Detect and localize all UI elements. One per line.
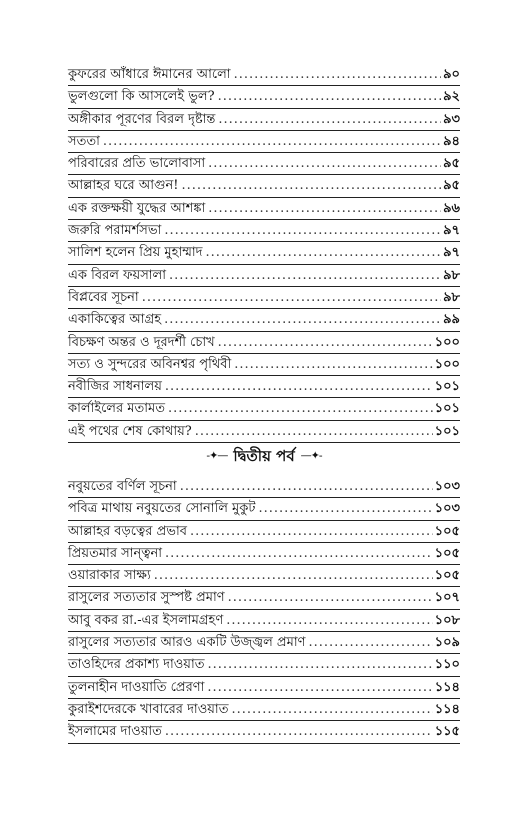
toc-entry-title: কুফরের আঁধারে ঈমানের আলো bbox=[68, 67, 231, 82]
dot-leader bbox=[234, 64, 442, 86]
toc-entry-title: আবু বকর রা.-এর ইসলামগ্রহণ bbox=[68, 612, 224, 628]
toc-entry-title: অঙ্গীকার পূরণের বিরল দৃষ্টান্ত bbox=[68, 111, 216, 127]
toc-entry-page: ৯০ bbox=[443, 67, 460, 82]
toc-entry-title: তাওহিদের প্রকাশ্য দাওয়াত bbox=[68, 657, 205, 673]
dot-leader bbox=[165, 376, 433, 398]
toc-entry-title: আল্লাহর বড়ত্বের প্রভাব bbox=[68, 523, 187, 539]
dot-leader bbox=[182, 175, 442, 197]
dot-leader bbox=[218, 109, 441, 131]
toc-entry bbox=[68, 175, 460, 197]
toc-entry bbox=[68, 198, 460, 220]
toc-entry-title: তুলনাহীন দাওয়াতি প্রেরণা bbox=[68, 679, 205, 695]
toc-entry-title: সততা bbox=[68, 133, 100, 149]
toc-entry bbox=[68, 632, 460, 654]
toc-entry-title: ভুলগুলো কি আসলেই ভুল? bbox=[68, 89, 215, 105]
toc-section-one bbox=[68, 64, 460, 443]
toc-entry-title: নবীজির সাধনালয় bbox=[68, 379, 162, 395]
dot-leader bbox=[168, 398, 433, 420]
dot-leader bbox=[154, 565, 433, 587]
toc-entry-page: ৯৭ bbox=[443, 245, 460, 261]
toc-entry-title: প্রিয়তমার সান্ত্বনা bbox=[68, 545, 162, 561]
toc-entry-page: ১০৮ bbox=[434, 612, 460, 628]
toc-entry bbox=[68, 498, 460, 520]
toc-entry-title: বিপ্লবের সূচনা bbox=[68, 289, 139, 305]
toc-entry bbox=[68, 587, 460, 609]
dot-leader bbox=[165, 721, 433, 743]
dot-leader bbox=[180, 476, 433, 498]
dot-leader bbox=[208, 654, 433, 676]
toc-entry-page: ১০০ bbox=[434, 334, 460, 350]
toc-entry bbox=[68, 287, 460, 309]
toc-entry-page: ১০১ bbox=[434, 401, 460, 417]
toc-entry bbox=[68, 242, 460, 264]
toc-entry-title: এক রক্তক্ষয়ী যুদ্ধের আশঙ্কা bbox=[68, 200, 206, 216]
ornament-right-icon: —✦- bbox=[300, 449, 322, 462]
toc-entry-page: ১১৪ bbox=[434, 701, 460, 717]
toc-entry-page: ১০১ bbox=[434, 379, 460, 395]
ornament-left-icon: -✦— bbox=[206, 449, 228, 462]
toc-entry-title: রাসুলের সত্যতার আরও একটি উজ্জ্বল প্রমাণ bbox=[68, 635, 306, 651]
toc-entry bbox=[68, 721, 460, 743]
toc-entry bbox=[68, 699, 460, 721]
dot-leader bbox=[164, 220, 441, 242]
toc-entry-title: নবুয়তের বর্ণিল সূচনা bbox=[68, 479, 177, 494]
dot-leader bbox=[142, 287, 441, 309]
toc-entry-title: এই পথের শেষ কোথায়? bbox=[68, 423, 192, 439]
toc-entry-title: জরুরি পরামর্শসভা bbox=[68, 223, 162, 239]
toc-entry-title: কার্লাইলের মতামত bbox=[68, 401, 165, 417]
toc-entry bbox=[68, 654, 460, 676]
dot-leader bbox=[208, 153, 441, 175]
dot-leader bbox=[195, 421, 433, 443]
toc-entry-title: কুরাইশদেরকে খাবারের দাওয়াত bbox=[68, 701, 229, 717]
toc-entry-page: ১০৭ bbox=[434, 590, 460, 606]
toc-entry-page: ১০১ bbox=[434, 423, 460, 439]
toc-entry-page: ১০৫ bbox=[434, 545, 460, 561]
toc-entry-page: ৯৪ bbox=[443, 133, 460, 149]
toc-entry bbox=[68, 476, 460, 498]
dot-leader bbox=[165, 543, 433, 565]
dot-leader bbox=[206, 242, 442, 264]
section-heading-text: দ্বিতীয় পর্ব bbox=[233, 447, 295, 465]
toc-entry-page: ৯৯ bbox=[443, 312, 460, 328]
toc-entry-page: ৯২ bbox=[443, 89, 460, 105]
toc-entry-title: এক বিরল ফয়সালা bbox=[68, 267, 167, 283]
toc-entry-title: পরিবারের প্রতি ভালোবাসা bbox=[68, 156, 206, 172]
toc-entry bbox=[68, 610, 460, 632]
toc-section-two bbox=[68, 476, 460, 744]
toc-entry-page: ১০৫ bbox=[434, 568, 460, 584]
toc-entry-page: ৯৬ bbox=[443, 200, 460, 216]
toc-entry-page: ১১৪ bbox=[434, 679, 460, 695]
toc-entry bbox=[68, 354, 460, 376]
toc-entry bbox=[68, 376, 460, 398]
toc-entry-page: ৯৭ bbox=[443, 223, 460, 239]
toc-entry-title: সালিশ হলেন প্রিয় মুহাম্মাদ bbox=[68, 245, 203, 261]
toc-entry bbox=[68, 565, 460, 587]
toc-entry bbox=[68, 309, 460, 331]
toc-entry-title: রাসুলের সত্যতার সুস্পষ্ট প্রমাণ bbox=[68, 590, 225, 606]
toc-entry bbox=[68, 521, 460, 543]
toc-entry-page: ৯৫ bbox=[443, 156, 460, 172]
toc-entry bbox=[68, 131, 460, 153]
toc-entry-title: পবিত্র মাথায় নবুয়তের সোনালি মুকুট bbox=[68, 501, 256, 517]
toc-entry-title: সত্য ও সুন্দরের অবিনশ্বর পৃথিবী bbox=[68, 356, 232, 372]
dot-leader bbox=[231, 699, 432, 721]
dot-leader bbox=[208, 198, 441, 220]
toc-entry-page: ১০৩ bbox=[434, 479, 460, 494]
toc-entry-page: ৯৮ bbox=[443, 289, 460, 305]
toc-entry-page: ১১৫ bbox=[434, 724, 460, 740]
toc-entry bbox=[68, 677, 460, 699]
toc-entry-page: ১১০ bbox=[434, 657, 460, 673]
dot-leader bbox=[234, 354, 432, 376]
dot-leader bbox=[308, 632, 432, 654]
toc-entry-page: ১০৩ bbox=[434, 501, 460, 517]
dot-leader bbox=[190, 521, 433, 543]
toc-entry bbox=[68, 153, 460, 175]
toc-entry bbox=[68, 421, 460, 443]
toc-entry-page: ৯৫ bbox=[443, 178, 460, 194]
toc-entry bbox=[68, 265, 460, 287]
toc-entry bbox=[68, 109, 460, 131]
dot-leader bbox=[218, 86, 442, 108]
dot-leader bbox=[169, 265, 441, 287]
toc-entry-title: বিচক্ষণ অন্তর ও দূরদর্শী চোখ bbox=[68, 334, 215, 350]
section-heading bbox=[0, 446, 528, 466]
dot-leader bbox=[228, 587, 433, 609]
dot-leader bbox=[226, 610, 432, 632]
toc-entry-page: ১০০ bbox=[434, 356, 460, 372]
toc-entry-title: একাকিত্বের আগ্রহ bbox=[68, 312, 162, 328]
toc-entry-page: ১০৫ bbox=[434, 523, 460, 539]
toc-entry bbox=[68, 220, 460, 242]
dot-leader bbox=[103, 131, 441, 153]
dot-leader bbox=[218, 332, 433, 354]
toc-entry-page: ১০৯ bbox=[434, 635, 460, 651]
dot-leader bbox=[207, 677, 432, 699]
toc-entry bbox=[68, 398, 460, 420]
toc-entry-page: ৯৩ bbox=[443, 111, 460, 127]
dot-leader bbox=[258, 498, 432, 520]
toc-entry bbox=[68, 64, 460, 86]
toc-entry bbox=[68, 332, 460, 354]
dot-leader bbox=[164, 309, 441, 331]
toc-entry-title: ওয়ারাকার সাক্ষ্য bbox=[68, 568, 151, 584]
toc-entry-title: ইসলামের দাওয়াত bbox=[68, 724, 162, 740]
toc-entry bbox=[68, 543, 460, 565]
toc-entry-title: আল্লাহর ঘরে আগুন! bbox=[68, 178, 179, 194]
toc-entry bbox=[68, 86, 460, 108]
toc-entry-page: ৯৮ bbox=[443, 267, 460, 283]
